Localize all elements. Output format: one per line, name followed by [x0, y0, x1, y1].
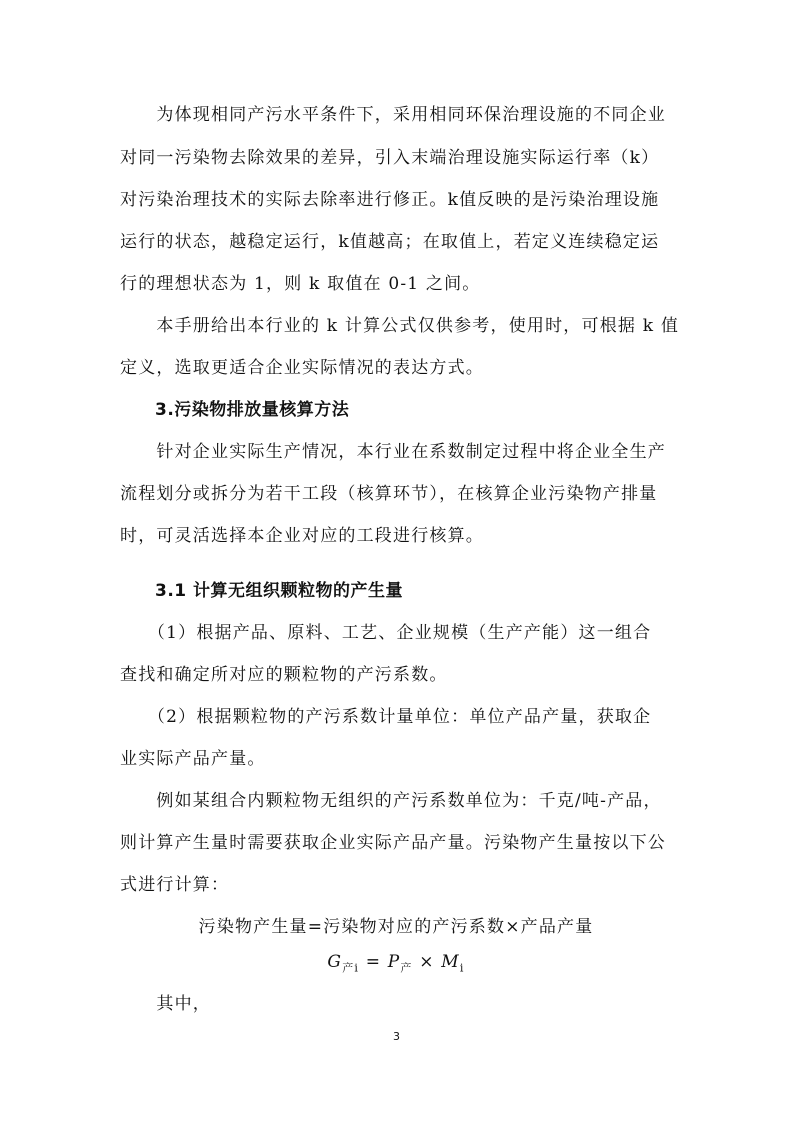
formula-equation	[120, 951, 672, 973]
page-number: 3	[393, 1030, 400, 1043]
formula-g-sub: 产i	[342, 961, 360, 975]
paragraph-line: 对同一污染物去除效果的差异，引入末端治理设施实际运行率（k）	[120, 148, 660, 168]
paragraph-line: 其中，	[120, 994, 211, 1014]
formula-times: ×	[412, 952, 442, 972]
paragraph-line: 针对企业实际生产情况，本行业在系数制定过程中将企业全生产	[120, 442, 666, 462]
section-heading-3-1: 3.1 计算无组织颗粒物的产生量	[120, 581, 404, 601]
section-heading-3: 3.污染物排放量核算方法	[120, 400, 350, 420]
paragraph-line: 查找和确定所对应的颗粒物的产污系数。	[120, 665, 448, 685]
formula-g: G	[327, 952, 343, 972]
formula-p: P	[387, 952, 401, 972]
paragraph-line: 流程划分或拆分为若干工段（核算环节），在核算企业污染物产排量	[120, 484, 658, 504]
paragraph-line: 业实际产品产量。	[120, 749, 266, 769]
paragraph-line: 式进行计算：	[120, 875, 230, 895]
paragraph-line: 时，可灵活选择本企业对应的工段进行核算。	[120, 526, 484, 546]
formula-m: M	[441, 952, 460, 972]
formula-text: 污染物产生量=污染物对应的产污系数×产品产量	[198, 917, 594, 937]
paragraph-line: （1）根据产品、原料、工艺、企业规模（生产产能）这一组合	[120, 623, 652, 643]
paragraph-line: 运行的状态，越稳定运行，k值越高；在取值上，若定义连续稳定运	[120, 232, 660, 252]
formula-p-sub: 产	[400, 961, 413, 975]
paragraph-line: 对污染治理技术的实际去除率进行修正。k值反映的是污染治理设施	[120, 190, 660, 210]
formula-eq: =	[359, 952, 388, 972]
formula-m-sub: i	[459, 961, 465, 975]
paragraph-line: 定义，选取更适合企业实际情况的表达方式。	[120, 358, 484, 378]
paragraph-line: 为体现相同产污水平条件下，采用相同环保治理设施的不同企业	[120, 105, 666, 125]
paragraph-line: 行的理想状态为 1，则 k 取值在 0-1 之间。	[120, 274, 481, 294]
paragraph-line: 例如某组合内颗粒物无组织的产污系数单位为：千克/吨-产品，	[120, 791, 662, 811]
paragraph-line: 则计算产生量时需要获取企业实际产品产量。污染物产生量按以下公	[120, 833, 666, 853]
paragraph-line: 本手册给出本行业的 k 计算公式仅供参考，使用时，可根据 k 值	[120, 316, 680, 336]
paragraph-line: （2）根据颗粒物的产污系数计量单位：单位产品产量，获取企	[120, 707, 652, 727]
